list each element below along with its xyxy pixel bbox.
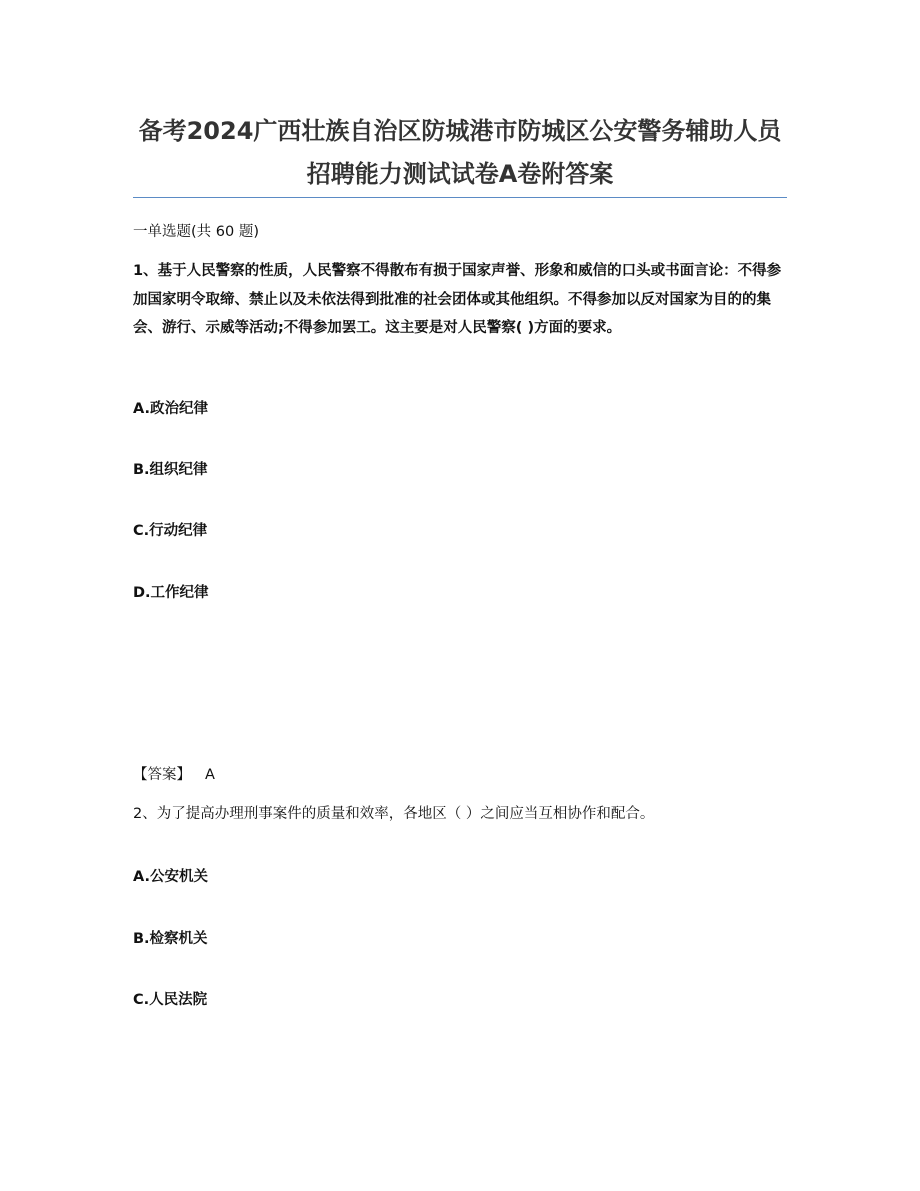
- answer-value: A: [205, 767, 215, 783]
- title-divider: [133, 197, 787, 198]
- question-1-option-a: A.政治纪律: [133, 401, 208, 417]
- question-1-text: 1、基于人民警察的性质，人民警察不得散布有损于国家声誉、形象和威信的口头或书面言论：不得参加国家明令取缔、禁止以及未依法得到批准的社会团体或其他组织。不得参加以反对国家为目的的集会、游行、示威等活动;不得参加罢工。这主要是对人民警察( )方面的要求。: [133, 263, 782, 336]
- question-1-option-c: C.行动纪律: [133, 523, 208, 539]
- question-1-option-b: B.组织纪律: [133, 462, 208, 478]
- document-title: 备考2024广西壮族自治区防城港市防城区公安警务辅助人员招聘能力测试试卷A卷附答案: [138, 117, 782, 188]
- question-2-option-b: B.检察机关: [133, 931, 208, 947]
- question-2-text: 2、为了提高办理刑事案件的质量和效率，各地区（ ）之间应当互相协作和配合。: [133, 806, 655, 822]
- question-1-option-d: D.工作纪律: [133, 585, 209, 601]
- answer-label: 【答案】: [133, 767, 191, 783]
- question-2-option-c: C.人民法院: [133, 992, 208, 1008]
- question-2-option-a: A.公安机关: [133, 869, 208, 885]
- question-1-answer: [133, 762, 215, 789]
- section-heading: 一单选题(共 60 题): [133, 224, 259, 240]
